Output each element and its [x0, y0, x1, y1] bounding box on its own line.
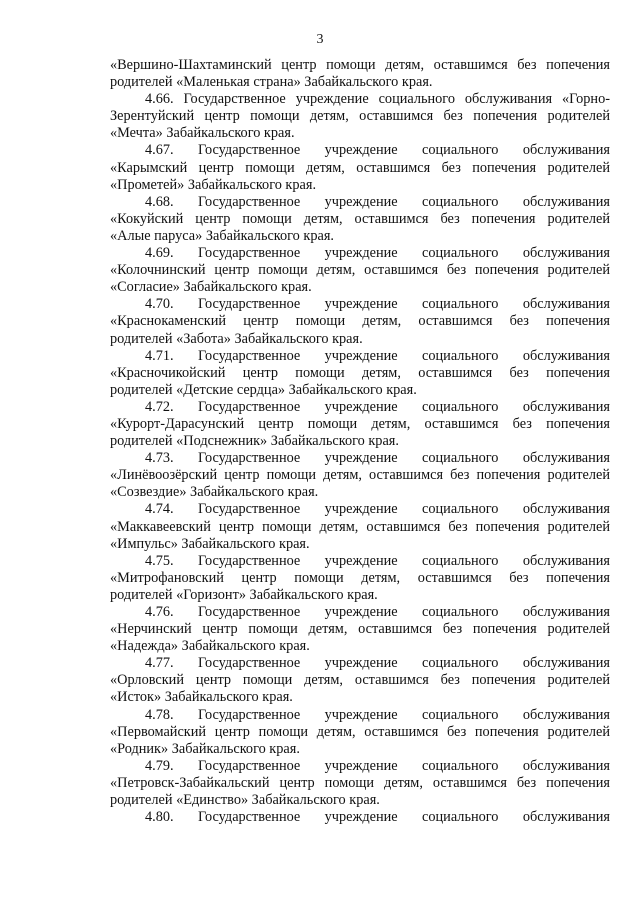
text-line: «Импульс» Забайкальского края. [110, 535, 310, 552]
paragraph-start-4-77: 4.77. Государственное учреждение социального обслуживания [145, 655, 610, 672]
paragraph-start-4-74: 4.74. Государственное учреждение социального обслуживания [145, 501, 610, 518]
paragraph-start-4-78: 4.78. Государственное учреждение социального обслуживания [145, 706, 610, 723]
text-line: «Мечта» Забайкальского края. [110, 125, 295, 142]
text-line: «Вершино-Шахтаминский центр помощи детям, оставшимся без попечения [110, 57, 610, 73]
paragraph-start-4-72: 4.72. Государственное учреждение социального обслуживания [145, 398, 610, 415]
text-line: «Курорт-Дарасунский центр помощи детям, оставшимся без попечения [110, 415, 610, 432]
text-line: «Краснокаменский центр помощи детям, оставшимся без попечения [110, 313, 610, 330]
text-line: «Петровск-Забайкальский центр помощи детям, оставшимся без попечения [110, 774, 610, 791]
text-line: родителей «Детские сердца» Забайкальского края. [110, 381, 417, 398]
paragraph-start-4-76: 4.76. Государственное учреждение социального обслуживания [145, 604, 610, 620]
text-line: «Родник» Забайкальского края. [110, 740, 300, 757]
paragraph-start-4-66: 4.66. Государственное учреждение социального обслуживания «Горно- [145, 91, 610, 108]
paragraph-start-4-69: 4.69. Государственное учреждение социального обслуживания [145, 245, 610, 262]
text-line: «Карымский центр помощи детям, оставшимся без попечения родителей [110, 159, 610, 176]
paragraph-start-4-70: 4.70. Государственное учреждение социального обслуживания [145, 296, 610, 313]
text-line: Зерентуйский центр помощи детям, оставшимся без попечения родителей [110, 108, 610, 125]
text-line: «Созвездие» Забайкальского края. [110, 484, 319, 501]
text-line: «Прометей» Забайкальского края. [110, 176, 317, 193]
text-line: «Кокуйский центр помощи детям, оставшимся без попечения родителей [110, 210, 610, 227]
text-line: родителей «Единство» Забайкальского края. [110, 792, 380, 809]
text-line: «Надежда» Забайкальского края. [110, 638, 310, 655]
text-line: «Митрофановский центр помощи детям, оставшимся без попечения [110, 569, 610, 586]
paragraph-start-4-80: 4.80. Государственное учреждение социального обслуживания [145, 809, 610, 826]
text-line: «Орловский центр помощи детям, оставшимся без попечения родителей [110, 672, 610, 689]
text-line: «Первомайский центр помощи детям, оставшимся без попечения родителей [110, 723, 610, 740]
text-line: «Алые паруса» Забайкальского края. [110, 227, 334, 244]
text-line: «Исток» Забайкальского края. [110, 689, 293, 706]
paragraph-start-4-79: 4.79. Государственное учреждение социального обслуживания [145, 757, 610, 774]
paragraph-start-4-75: 4.75. Государственное учреждение социального обслуживания [145, 552, 610, 569]
text-line: родителей «Маленькая страна» Забайкальского края. [110, 74, 433, 91]
text-line: «Согласие» Забайкальского края. [110, 279, 312, 296]
text-line: «Линёвоозёрский центр помощи детям, оставшимся без попечения родителей [110, 467, 610, 484]
text-line: «Маккавеевский центр помощи детям, оставшимся без попечения родителей [110, 518, 610, 535]
text-line: «Нерчинский центр помощи детям, оставшимся без попечения родителей [110, 621, 610, 638]
text-line: родителей «Горизонт» Забайкальского края. [110, 586, 378, 603]
paragraph-start-4-71: 4.71. Государственное учреждение социального обслуживания [145, 347, 610, 364]
paragraph-start-4-67: 4.67. Государственное учреждение социального обслуживания [145, 142, 610, 159]
text-line: «Красночикойский центр помощи детям, оставшимся без попечения [110, 364, 610, 381]
page-number: 3 [316, 32, 324, 47]
document-body [110, 57, 610, 826]
text-line: родителей «Забота» Забайкальского края. [110, 330, 363, 347]
text-line: родителей «Подснежник» Забайкальского края. [110, 433, 399, 450]
text-line: «Колочнинский центр помощи детям, оставшимся без попечения родителей [110, 262, 610, 279]
paragraph-start-4-68: 4.68. Государственное учреждение социального обслуживания [145, 193, 610, 210]
paragraph-start-4-73: 4.73. Государственное учреждение социального обслуживания [145, 450, 610, 467]
